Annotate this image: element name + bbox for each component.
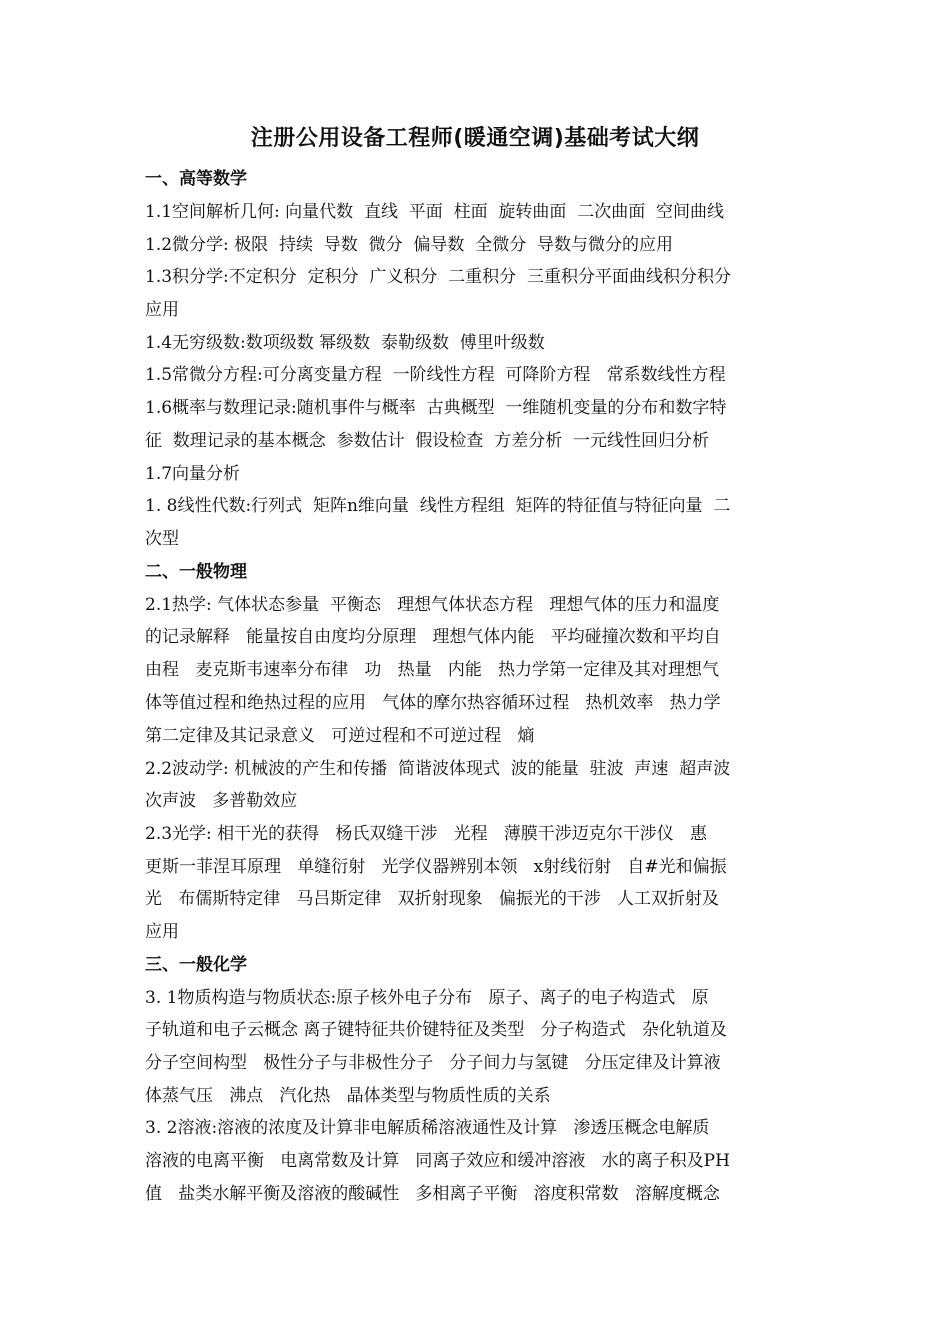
text-line: 2.2波动学: 机械波的产生和传播 简谐波体现式 波的能量 驻波 声速 超声波 [145, 759, 731, 779]
text-line: 值 盐类水解平衡及溶液的酸碱性 多相离子平衡 溶度积常数 溶解度概念 [145, 1184, 720, 1204]
text-line: 1.7向量分析 [145, 464, 241, 484]
text-line: 分子空间构型 极性分子与非极性分子 分子间力与氢键 分压定律及计算液 [145, 1053, 721, 1073]
text-line: 体等值过程和绝热过程的应用 气体的摩尔热容循环过程 热机效率 热力学 [145, 693, 721, 713]
text-line: 第二定律及其记录意义 可逆过程和不可逆过程 熵 [145, 726, 535, 746]
text-line: 1.2微分学: 极限 持续 导数 微分 偏导数 全微分 导数与微分的应用 [145, 235, 674, 255]
text-line: 3. 2溶液:溶液的浓度及计算非电解质稀溶液通性及计算 渗透压概念电解质 [145, 1118, 710, 1138]
text-line: 由程 麦克斯韦速率分布律 功 热量 内能 热力学第一定律及其对理想气 [145, 660, 720, 680]
text-line: 2.3光学: 相干光的获得 杨氏双缝干涉 光程 薄膜干涉迈克尔干涉仪 惠 [145, 824, 708, 844]
text-line: 1. 8线性代数:行列式 矩阵n维向量 线性方程组 矩阵的特征值与特征向量 二 [145, 496, 731, 516]
text-line: 的记录解释 能量按自由度均分原理 理想气体内能 平均碰撞次数和平均自 [145, 627, 721, 647]
text-line: 2.1热学: 气体状态参量 平衡态 理想气体状态方程 理想气体的压力和温度 [145, 595, 720, 615]
text-line: 体蒸气压 沸点 汽化热 晶体类型与物质性质的关系 [145, 1086, 551, 1106]
text-line: 1.6概率与数理记录:随机事件与概率 古典概型 一维随机变量的分布和数字特 [145, 398, 727, 418]
text-line: 1.5常微分方程:可分离变量方程 一阶线性方程 可降阶方程 常系数线性方程 [145, 365, 726, 385]
text-line: 3. 1物质构造与物质状态:原子核外电子分布 原子、离子的电子构造式 原 [145, 988, 709, 1008]
text-line: 更斯一菲涅耳原理 单缝衍射 光学仪器辨别本领 x射线衍射 自#光和偏振 [145, 857, 727, 877]
document-title: 注册公用设备工程师(暖通空调)基础考试大纲 [250, 126, 700, 151]
section-heading-physics: 二、一般物理 [145, 562, 247, 582]
text-line: 1.4无穷级数:数项级数 幂级数 泰勒级数 傅里叶级数 [145, 333, 545, 353]
text-line: 次声波 多普勒效应 [145, 791, 298, 811]
text-line: 次型 [145, 529, 179, 549]
text-line: 1.3积分学:不定积分 定积分 广义积分 二重积分 三重积分平面曲线积分积分 [145, 267, 731, 287]
text-line: 1.1空间解析几何: 向量代数 直线 平面 柱面 旋转曲面 二次曲面 空间曲线 [145, 202, 725, 222]
text-line: 溶液的电离平衡 电离常数及计算 同离子效应和缓冲溶液 水的离子积及PH [145, 1151, 730, 1171]
section-heading-math: 一、高等数学 [145, 169, 247, 189]
text-line: 光 布儒斯特定律 马吕斯定律 双折射现象 偏振光的干涉 人工双折射及 [145, 889, 720, 909]
text-line: 子轨道和电子云概念 离子键特征共价键特征及类型 分子构造式 杂化轨道及 [145, 1020, 727, 1040]
text-line: 应用 [145, 922, 179, 942]
section-heading-chemistry: 三、一般化学 [145, 955, 247, 975]
text-line: 应用 [145, 300, 179, 320]
text-line: 征 数理记录的基本概念 参数估计 假设检查 方差分析 一元线性回归分析 [145, 431, 710, 451]
